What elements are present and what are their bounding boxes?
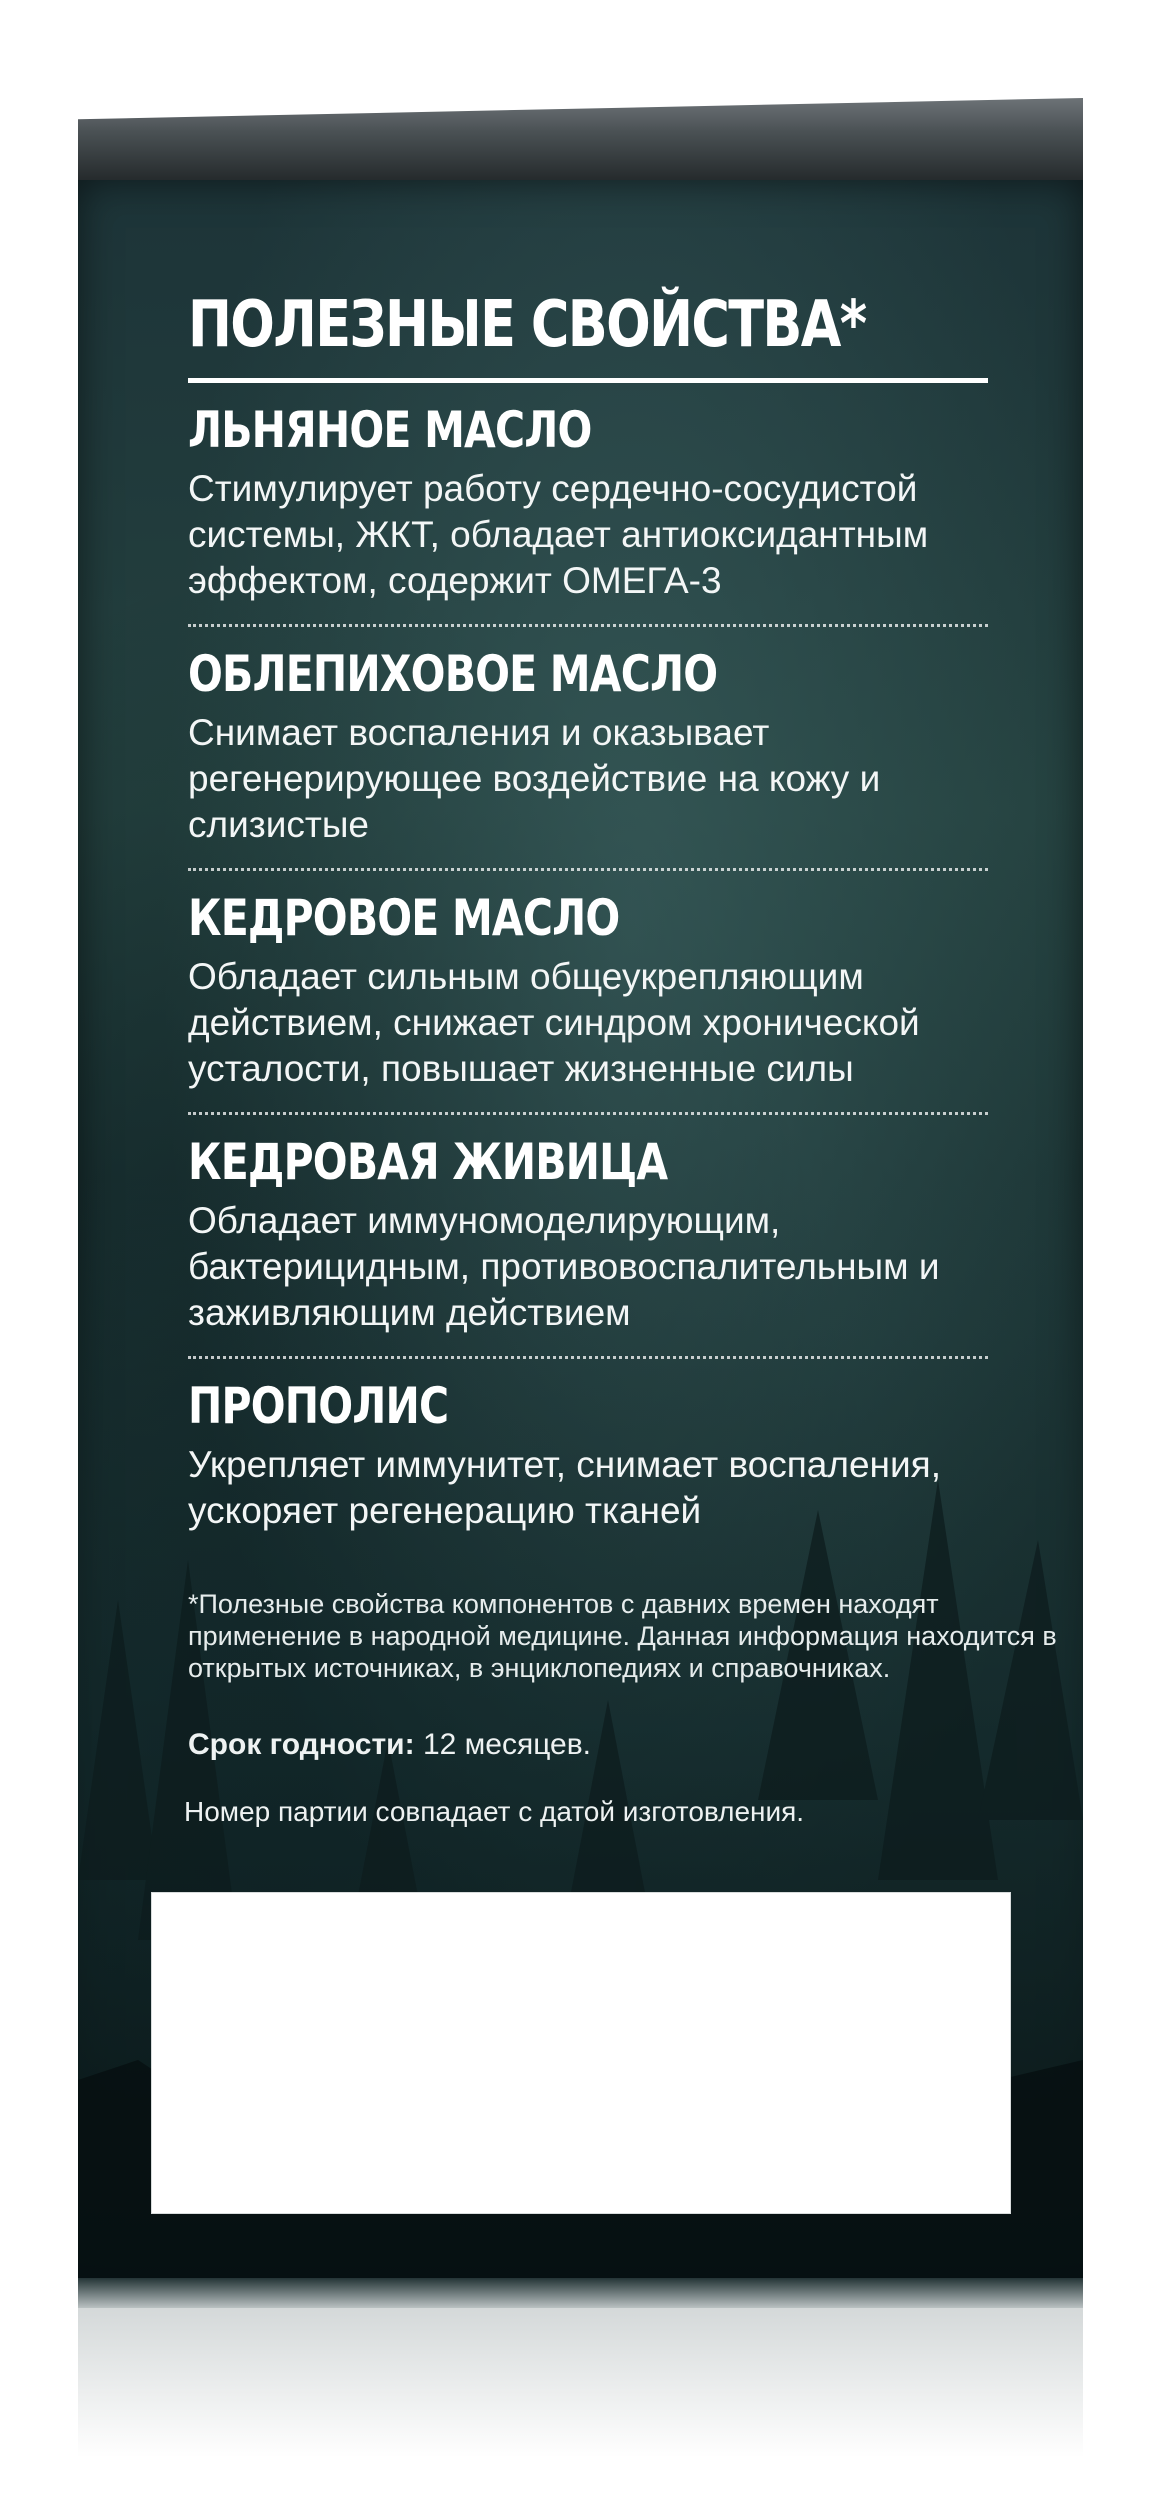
section-heading: КЕДРОВАЯ ЖИВИЦА	[188, 1133, 668, 1192]
section-heading: ПРОПОЛИС	[188, 1377, 449, 1436]
section-description: Стимулирует работу сердечно-сосудистой системы, ЖКТ, обладает антиоксидантным эффектом, содержит ОМЕГА-3	[188, 468, 929, 602]
shelf-life-value: 12 месяцев.	[414, 1728, 592, 1762]
benefits-title: ПОЛЕЗНЫЕ СВОЙСТВА*	[188, 288, 866, 362]
box-top-edge	[78, 98, 1083, 183]
benefit-section-sea-buckthorn-oil	[188, 627, 988, 871]
blank-label-panel	[151, 1892, 1011, 2214]
surface-reflection	[78, 2308, 1083, 2458]
benefit-section-cedar-oil	[188, 871, 988, 1115]
benefit-section-flax-oil	[188, 383, 988, 627]
benefits-content	[184, 288, 1068, 1828]
section-heading: ОБЛЕПИХОВОЕ МАСЛО	[188, 645, 718, 704]
section-description: Укрепляет иммунитет, снимает воспаления, ускоряет регенерацию тканей	[188, 1444, 941, 1532]
benefit-section-propolis	[188, 1359, 1068, 1554]
footnote: *Полезные свойства компонентов с давних времен находят применение в народной медицине. Данная информация находится в открытых источниках, в энциклопедиях и справочниках.	[188, 1589, 1057, 1684]
section-heading: КЕДРОВОЕ МАСЛО	[188, 889, 620, 948]
batch-note: Номер партии совпадает с датой изготовления.	[184, 1796, 805, 1828]
box-bottom-edge	[78, 2278, 1083, 2308]
section-heading: ЛЬНЯНОЕ МАСЛО	[188, 401, 592, 460]
section-description: Снимает воспаления и оказывает регенерирующее воздействие на кожу и слизистые	[188, 712, 881, 846]
section-description: Обладает сильным общеукрепляющим действием, снижает синдром хронической усталости, повышает жизненные силы	[188, 956, 920, 1090]
shelf-life-label: Срок годности:	[188, 1728, 415, 1762]
section-description: Обладает иммуномоделирующим, бактерицидным, противовоспалительным и заживляющим действием	[188, 1200, 940, 1334]
benefit-section-cedar-resin	[188, 1115, 988, 1359]
shelf-life	[188, 1728, 1068, 1762]
box-side-panel	[78, 180, 1083, 2280]
